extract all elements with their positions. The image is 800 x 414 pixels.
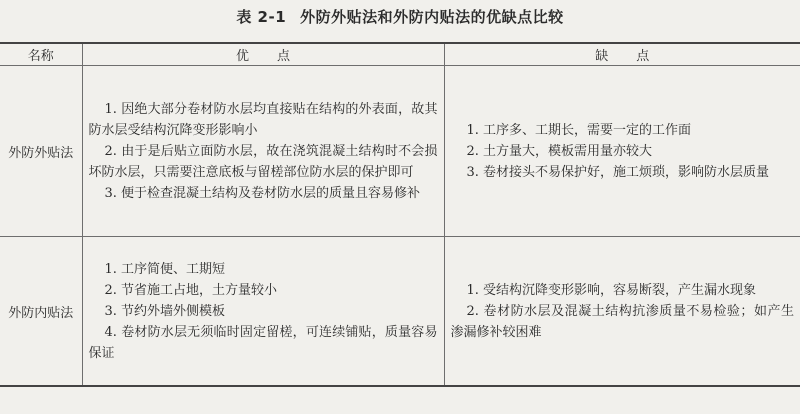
- list-item: 1. 因绝大部分卷材防水层均直接贴在结构的外表面，故其防水层受结构沉降变形影响小: [88, 101, 438, 138]
- list-item: 2. 节省施工占地，土方量较小: [104, 282, 278, 298]
- list-item: 4. 卷材防水层无须临时固定留槎，可连续铺贴，质量容易保证: [88, 324, 438, 361]
- header-disadvantages: [444, 43, 800, 66]
- list-item: 1. 工序多、工期长，需要一定的工作面: [466, 122, 692, 138]
- method-name: 外防外贴法: [0, 66, 82, 237]
- list-item: 2. 由于是后贴立面防水层，故在浇筑混凝土结构时不会损坏防水层，只需要注意底板与留槎部位防水层的保护即可: [88, 143, 438, 180]
- table-title: 外防外贴法和外防内贴法的优缺点比较: [300, 8, 564, 26]
- list-item: 3. 便于检查混凝土结构及卷材防水层的质量且容易修补: [104, 185, 421, 201]
- advantages-cell: [82, 237, 444, 387]
- header-disadvantages-label: 缺点: [595, 49, 678, 64]
- list-item: 1. 工序简便、工期短: [104, 261, 226, 277]
- list-item: 2. 卷材防水层及混凝土结构抗渗质量不易检验；如产生渗漏修补较困难: [450, 303, 794, 340]
- table-row: [0, 237, 800, 387]
- header-name: 名称: [0, 43, 82, 66]
- comparison-table: [0, 42, 800, 387]
- table-caption: [0, 6, 800, 27]
- list-item: 3. 卷材接头不易保护好，施工烦琐，影响防水层质量: [466, 164, 770, 180]
- header-advantages: [82, 43, 444, 66]
- table-row: [0, 66, 800, 237]
- list-item: 2. 土方量大，模板需用量亦较大: [466, 143, 653, 159]
- method-name: 外防内贴法: [0, 237, 82, 387]
- header-row: [0, 43, 800, 66]
- table-number: 表 2-1: [236, 8, 287, 26]
- disadvantages-cell: [444, 237, 800, 387]
- list-item: 1. 受结构沉降变形影响，容易断裂，产生漏水现象: [466, 282, 757, 298]
- list-item: 3. 节约外墙外侧模板: [104, 303, 226, 319]
- advantages-cell: [82, 66, 444, 237]
- header-advantages-label: 优点: [235, 49, 318, 64]
- disadvantages-cell: [444, 66, 800, 237]
